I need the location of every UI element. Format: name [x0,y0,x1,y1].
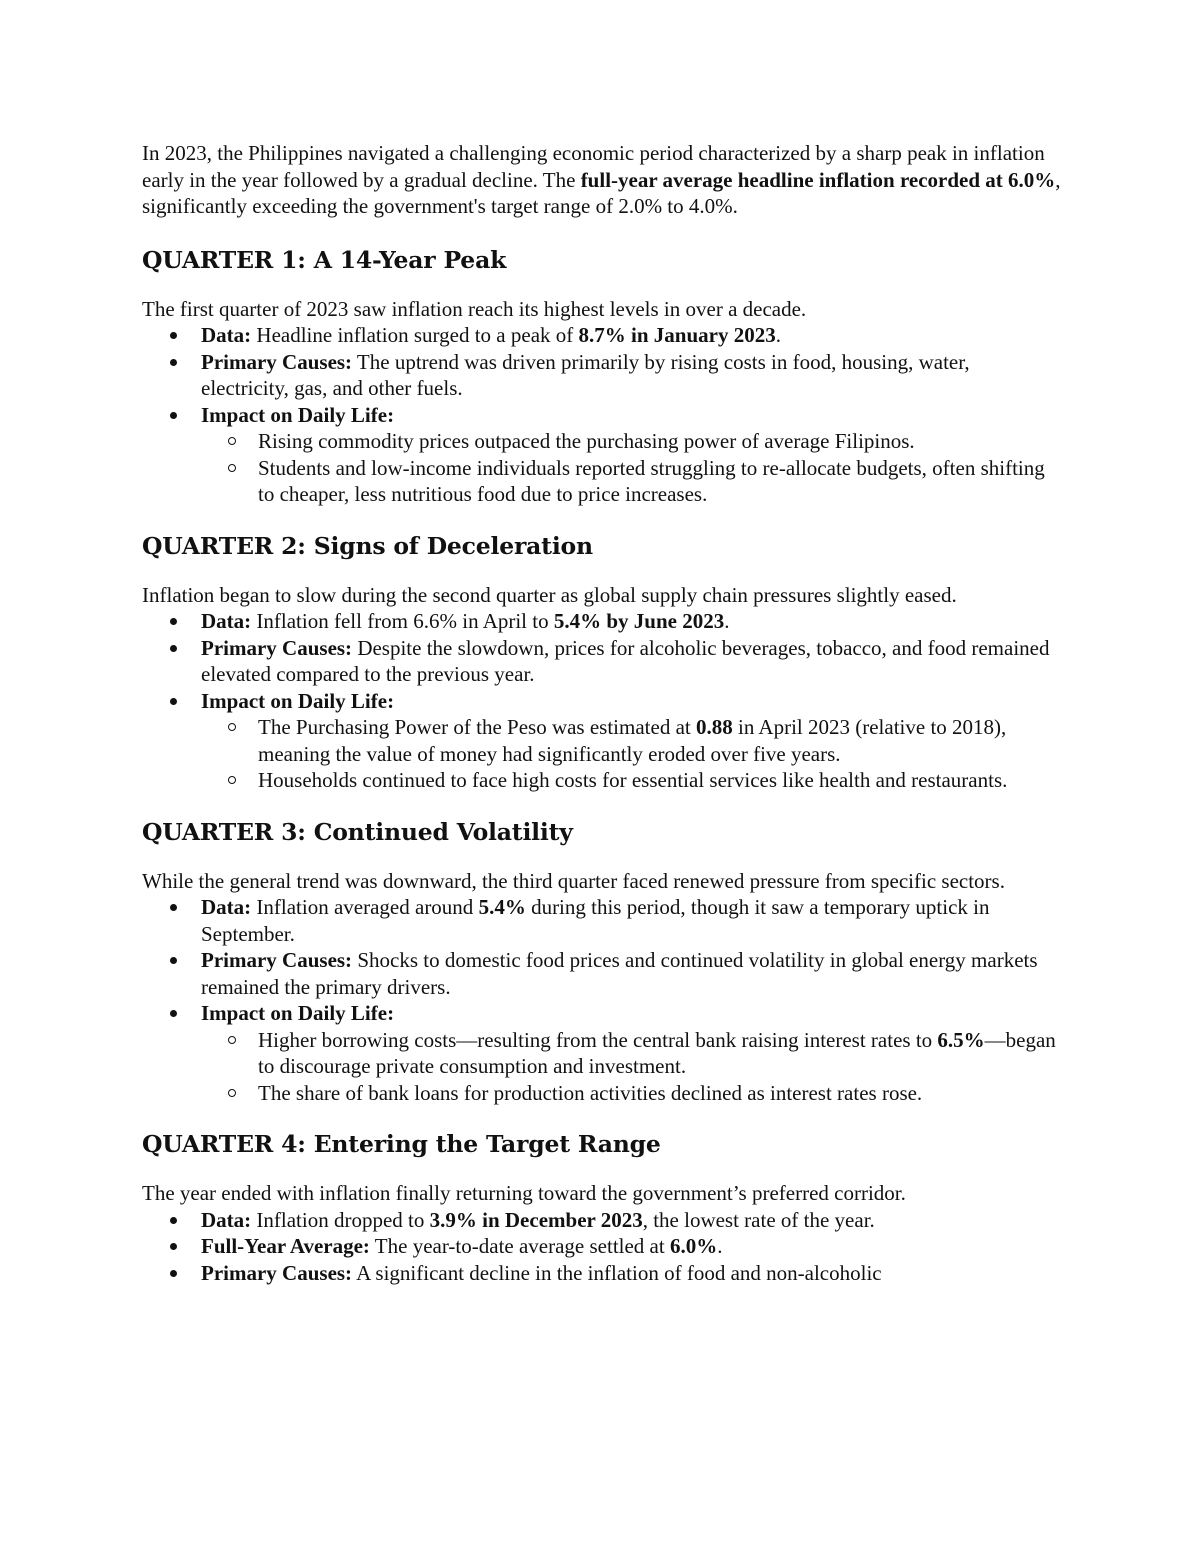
quarter-1-heading: QUARTER 1: A 14-Year Peak [142,245,507,274]
item-label: Data: [201,895,252,919]
item-label: Primary Causes: [201,635,353,660]
sublist-item [201,1027,1062,1080]
item-text: Inflation averaged around [251,895,479,919]
list-item-impact [142,1000,1062,1106]
list-item-full-year-average [142,1233,1062,1260]
impact-sublist [201,714,1062,794]
sublist-item: Students and low-income individuals reported struggling to re-allocate budgets, often shifting to cheaper, less nutritious food due to price increases. [201,455,1062,508]
item-text-end: during this period, though it saw a temporary uptick in September. [201,895,990,946]
quarter-3-heading: QUARTER 3: Continued Volatility [142,817,573,846]
item-text: Shocks to domestic food prices and continued volatility in global energy markets remained the primary drivers. [201,948,1038,999]
quarter-3-section [142,816,1062,1107]
item-label: Full-Year Average: [201,1234,370,1258]
item-text: A significant decline in the inflation of food and non-alcoholic [352,1260,882,1285]
sublist-item: Rising commodity prices outpaced the purchasing power of average Filipinos. [201,428,1062,455]
item-text-end: . [775,323,781,347]
item-label: Impact on Daily Life: [201,1001,395,1025]
item-label: Impact on Daily Life: [201,688,395,713]
item-label: Primary Causes: [201,349,353,374]
list-item-data [142,894,1062,947]
item-highlight: 3.9% in December 2023 [429,1207,643,1232]
list-item-impact [142,688,1062,794]
item-highlight: 5.4% [478,895,526,919]
list-item-data [142,1207,1062,1234]
intro-paragraph [142,140,1062,220]
intro-text-end: , significantly exceeding the government's target range of 2.0% to 4.0%. [142,167,1061,218]
impact-sublist [201,1027,1062,1107]
list-item-data [142,608,1062,635]
item-highlight: 5.4% by June 2023 [553,609,725,633]
item-text-end: , the lowest rate of the year. [642,1207,875,1232]
quarter-2-list [142,608,1062,794]
document-page [142,140,1062,1308]
item-label: Data: [201,609,252,633]
sub-text: The Purchasing Power of the Peso was estimated at [258,715,696,739]
intro-text: In 2023, the Philippines navigated a challenging economic period characterized by a sharp peak in inflation early in the year followed by a gradual decline. The [142,141,1045,192]
list-item-causes [142,635,1062,688]
list-item-data [142,322,1062,349]
impact-sublist [201,428,1062,508]
quarter-4-list [142,1207,1062,1287]
item-label: Primary Causes: [201,948,353,972]
sublist-item: Households continued to face high costs for essential services like health and restaurants. [201,767,1062,794]
item-text: Despite the slowdown, prices for alcoholic beverages, tobacco, and food remained elevated compared to the previous year. [201,635,1050,686]
quarter-4-heading: QUARTER 4: Entering the Target Range [142,1130,661,1158]
sublist-item [201,714,1062,767]
list-item-causes [142,947,1062,1000]
sublist-item: The share of bank loans for production activities declined as interest rates rose. [201,1080,1062,1107]
sub-text-end: in April 2023 (relative to 2018), meaning the value of money had significantly eroded over five years. [258,715,1007,766]
list-item-causes [142,349,1062,402]
quarter-3-lead: While the general trend was downward, the third quarter faced renewed pressure from specific sectors. [142,868,1005,893]
item-text-end: . [724,609,730,633]
quarter-1-section [142,244,1062,508]
quarter-1-list [142,322,1062,508]
list-item-impact [142,402,1062,508]
item-label: Data: [201,323,252,347]
item-label: Primary Causes: [201,1260,353,1285]
item-text: Inflation fell from 6.6% in April to [251,609,554,633]
item-highlight: 8.7% in January 2023 [578,323,776,347]
quarter-2-section [142,530,1062,794]
sub-text: Higher borrowing costs—resulting from the central bank raising interest rates to [258,1027,938,1052]
quarter-2-lead: Inflation began to slow during the second quarter as global supply chain pressures slightly eased. [142,582,957,607]
item-text: The uptrend was driven primarily by rising costs in food, housing, water, electricity, gas, and other fuels. [201,349,970,400]
sub-highlight: 6.5% [937,1027,985,1052]
item-text: Headline inflation surged to a peak of [251,323,579,347]
item-label: Impact on Daily Life: [201,402,395,427]
quarter-4-section [142,1128,1062,1286]
item-text: Inflation dropped to [251,1207,430,1232]
item-text-end: . [717,1234,723,1258]
list-item-causes [142,1260,1062,1287]
quarter-2-heading: QUARTER 2: Signs of Deceleration [142,531,593,560]
item-text: The year-to-date average settled at [369,1234,670,1258]
quarter-1-lead: The first quarter of 2023 saw inflation reach its highest levels in over a decade. [142,296,807,321]
quarter-3-list [142,894,1062,1106]
quarter-4-lead: The year ended with inflation finally returning toward the government’s preferred corridor. [142,1181,906,1205]
item-label: Data: [201,1207,252,1232]
sub-text-end: —began to discourage private consumption and investment. [258,1027,1056,1078]
intro-highlight: full-year average headline inflation recorded at 6.0% [580,167,1056,192]
sub-highlight: 0.88 [696,715,733,739]
item-highlight: 6.0% [669,1234,718,1258]
